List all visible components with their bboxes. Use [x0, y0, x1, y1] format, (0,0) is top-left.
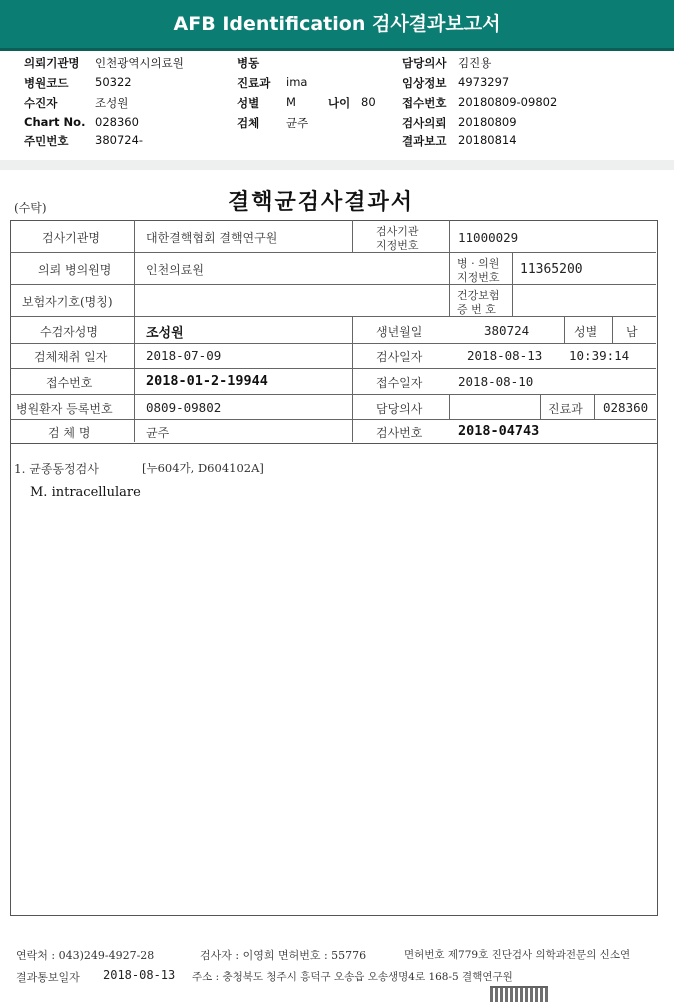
hospital-code-field	[24, 75, 68, 91]
ward-field	[237, 55, 259, 71]
patient-field	[24, 95, 57, 111]
doctor-value: 김진용	[458, 56, 492, 70]
doctor-field	[402, 55, 446, 71]
collect-date-label: 검체채취 일자	[34, 350, 108, 364]
patient-name-label: 수검자성명	[40, 325, 98, 339]
lab-id: 11000029	[458, 230, 519, 245]
receipt-number: 2018-01-2-19944	[146, 373, 268, 389]
result-box	[10, 442, 658, 916]
receipt-date-label: 접수일자	[376, 376, 423, 390]
test-code: [누604가, D604102A]	[142, 461, 264, 475]
client-label: 의뢰 병의원명	[38, 263, 112, 277]
notice-date: 2018-08-13	[103, 968, 176, 982]
request-date-label: 검사의뢰	[402, 116, 447, 130]
lab-id-label-2: 지정번호	[376, 239, 419, 252]
request-date-value: 20180809	[458, 115, 517, 129]
insurer-label: 보험자기호(명칭)	[22, 295, 113, 309]
reg-no: 0809-09802	[146, 400, 222, 415]
birth-label: 생년월일	[376, 325, 423, 339]
birth-date: 380724	[484, 323, 530, 338]
department-value: ima	[286, 75, 308, 89]
age-value: 80	[361, 95, 376, 109]
scanned-report	[0, 171, 674, 1000]
chart-no-label: Chart No.	[24, 115, 86, 129]
ward-label: 병동	[237, 56, 260, 70]
specimen-value: 균주	[286, 116, 309, 130]
sex-field	[237, 95, 259, 111]
chart-no-field	[24, 115, 85, 129]
report-date-value: 20180814	[458, 133, 517, 147]
report-date-label: 결과보고	[402, 134, 447, 148]
chart-no-value: 028360	[95, 115, 139, 129]
specimen-field	[237, 115, 259, 131]
test-no: 2018-04743	[458, 423, 540, 439]
section-divider	[0, 160, 674, 170]
clinical-info-field	[402, 75, 446, 91]
age-label: 나이	[328, 96, 351, 110]
doctor-label: 담당의사	[402, 56, 447, 70]
sex-label-2: 성별	[574, 325, 598, 339]
clinical-info-value: 4973297	[458, 75, 510, 89]
doctor-label-2: 담당의사	[376, 402, 423, 416]
dept-label: 진료과	[548, 402, 583, 416]
institution-field	[24, 55, 80, 71]
sex-value-2: 남	[626, 325, 638, 339]
lab-name: 대한결핵협회 결핵연구원	[146, 231, 278, 245]
test-time: 10:39:14	[569, 348, 630, 363]
sex-label: 성별	[237, 96, 260, 110]
hospital-code-value: 50322	[95, 75, 132, 89]
client-id-label-1: 병 · 의원	[457, 257, 500, 270]
receipt-date: 2018-08-10	[458, 374, 534, 389]
specimen-name-label: 검 체 명	[48, 426, 91, 440]
client-name: 인천의료원	[146, 263, 204, 277]
specimen-name: 균주	[146, 426, 170, 440]
organism-result: M. intracellulare	[30, 485, 141, 500]
patient-value: 조성원	[95, 96, 129, 110]
notice-date-label: 결과통보일자	[16, 971, 80, 984]
report-title: 결핵균검사결과서	[228, 189, 415, 215]
examiner-info: 검사자 : 이영희 면허번호 : 55776	[200, 949, 367, 962]
patient-name: 조성원	[146, 326, 184, 341]
collect-date: 2018-07-09	[146, 348, 222, 363]
health-label-1: 건강보험	[457, 289, 500, 302]
test-name: 1. 균종동정검사	[14, 462, 99, 476]
hospital-code-label: 병원코드	[24, 76, 69, 90]
sex-value: M	[286, 95, 296, 109]
request-date-field	[402, 115, 446, 131]
report-date-field	[402, 133, 446, 149]
lab-id-label-1: 검사기관	[376, 225, 419, 238]
resident-no-label: 주민번호	[24, 134, 69, 148]
address-info: 주소 : 충청북도 청주시 흥덕구 오송읍 오송생명4로 168-5 결핵연구원	[192, 971, 513, 983]
institution-value: 인천광역시의료원	[95, 56, 184, 70]
page-title: AFB Identification 검사결과보고서	[173, 13, 501, 35]
title-bar	[0, 0, 674, 51]
lab-name-label: 검사기관명	[42, 231, 100, 245]
receipt-no-label: 접수번호	[402, 96, 447, 110]
patient-label: 수진자	[24, 96, 58, 110]
test-no-label: 검사번호	[376, 426, 423, 440]
receipt-no-value: 20180809-09802	[458, 95, 558, 109]
resident-no-field	[24, 133, 68, 149]
institution-label: 의뢰기관명	[24, 56, 80, 70]
specimen-label: 검체	[237, 116, 260, 130]
report-tag: (수탁)	[14, 201, 47, 215]
receipt-label: 접수번호	[46, 376, 93, 390]
client-id: 11365200	[520, 262, 583, 277]
receipt-no-field	[402, 95, 446, 111]
department-label: 진료과	[237, 76, 271, 90]
contact-info: 연락처 : 043)249-4927-28	[16, 949, 155, 962]
client-id-label-2: 지정번호	[457, 271, 500, 284]
age-field	[328, 95, 350, 111]
test-date-label: 검사일자	[376, 350, 423, 364]
license-info: 면허번호 제779호 진단검사 의학과전문의 신소연	[404, 949, 631, 961]
dept-value: 028360	[603, 400, 649, 415]
clinical-info-label: 임상정보	[402, 76, 447, 90]
health-label-2: 증 번 호	[457, 303, 496, 316]
resident-no-value: 380724-	[95, 133, 144, 147]
department-field	[237, 75, 270, 91]
test-date: 2018-08-13	[467, 348, 543, 363]
reg-no-label: 병원환자 등록번호	[16, 402, 113, 416]
